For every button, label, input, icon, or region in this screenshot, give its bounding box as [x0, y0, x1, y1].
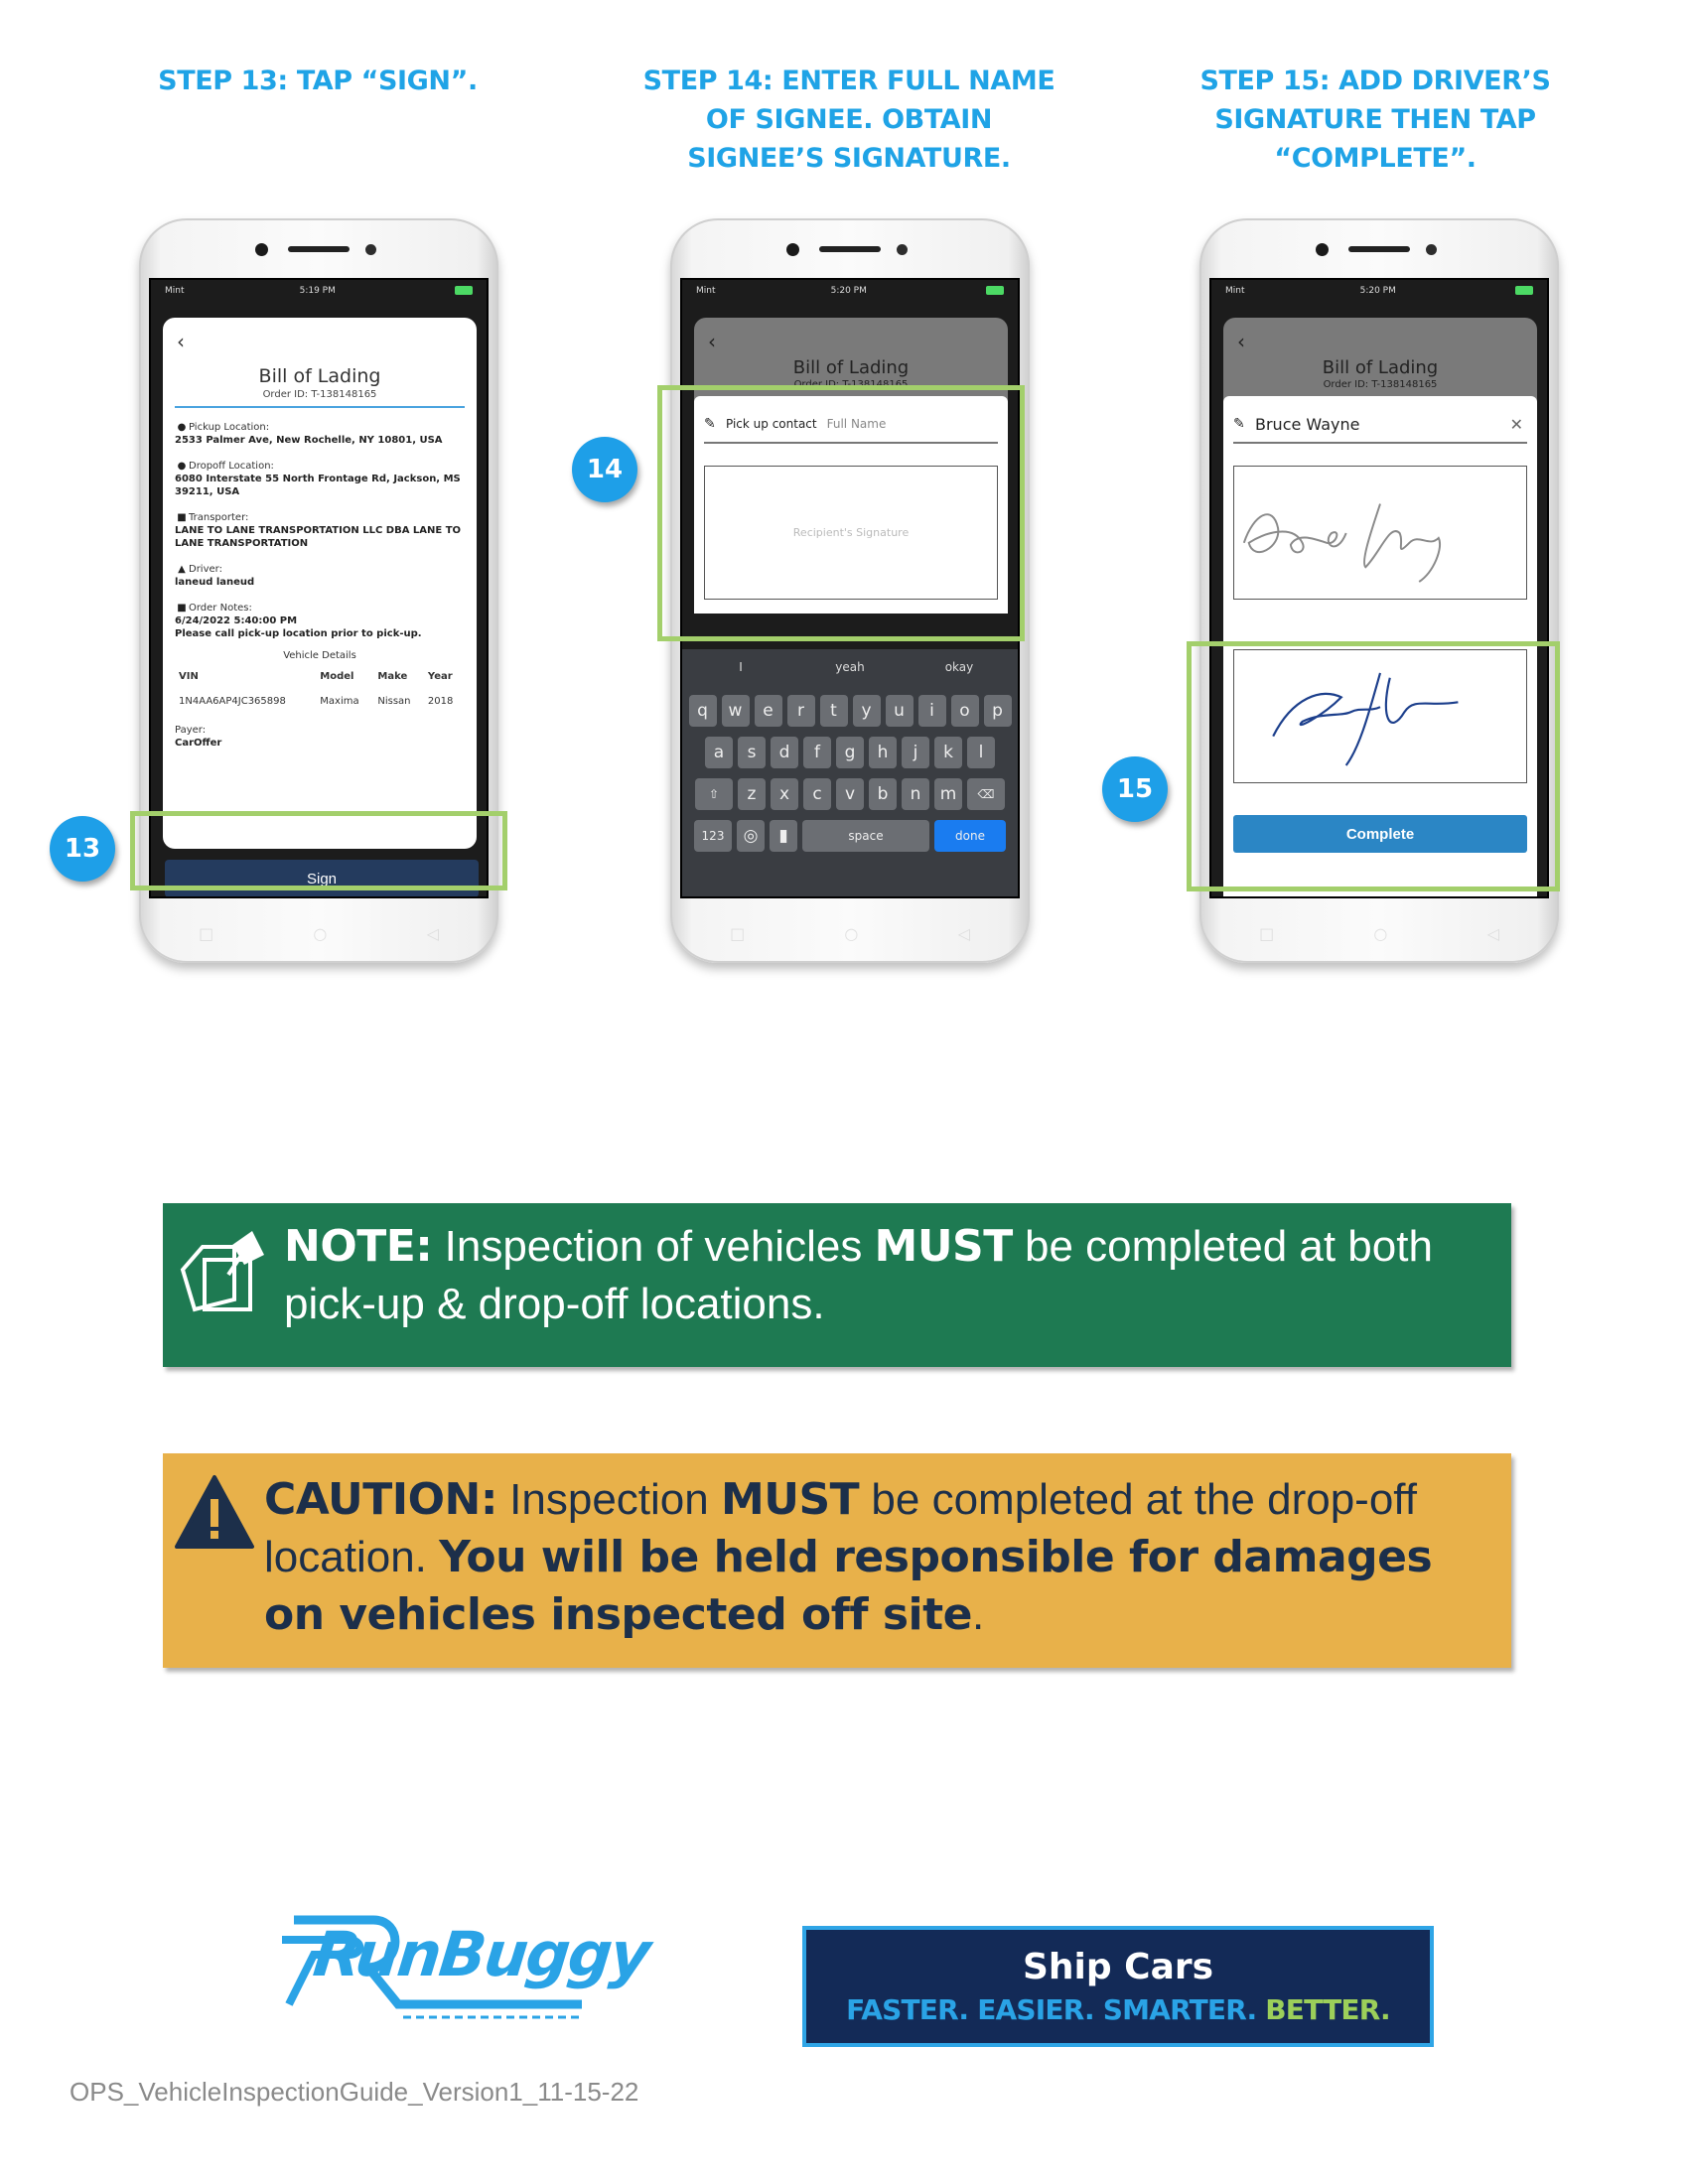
truck-icon: ■: [177, 512, 187, 523]
suggestion[interactable]: okay: [944, 660, 974, 674]
order-id: Order ID: T-138148165: [793, 379, 909, 390]
notes-value: Please call pick-up location prior to pick-up.: [175, 628, 422, 639]
suggestion[interactable]: yeah: [835, 660, 865, 674]
shift-key-icon[interactable]: ⇧: [695, 778, 733, 810]
step-14-heading: [621, 62, 1077, 178]
bol-title: Bill of Lading: [258, 365, 381, 387]
battery-icon: [451, 286, 473, 296]
back-arrow-icon[interactable]: ‹: [177, 330, 185, 353]
back-arrow-icon[interactable]: ‹: [1237, 330, 1245, 353]
person-icon: ▲: [178, 564, 186, 575]
backspace-key-icon[interactable]: ⌫: [967, 778, 1005, 810]
name-value: Bruce Wayne: [1255, 414, 1360, 434]
location-pin-icon: ●: [177, 422, 187, 433]
key[interactable]: g: [836, 737, 864, 768]
tagline-slogan: [846, 1993, 1390, 2026]
key[interactable]: o: [951, 695, 979, 727]
back-triangle-icon[interactable]: ◁: [426, 923, 439, 943]
key[interactable]: a: [705, 737, 733, 768]
android-nav-bar: [1209, 903, 1549, 963]
notes-date: 6/24/2022 5:40:00 PM: [175, 615, 298, 626]
key[interactable]: f: [803, 737, 831, 768]
suggestion[interactable]: I: [739, 660, 743, 674]
transporter-field: [175, 511, 465, 550]
sign-button[interactable]: Sign: [165, 860, 479, 897]
tagline-banner: [802, 1926, 1434, 2047]
step-14-line-2: OF SIGNEE. OBTAIN: [705, 104, 993, 135]
caution-bold-warning: You will be held responsible for damages on vehicles inspected off site: [264, 1532, 1433, 1640]
key[interactable]: j: [902, 737, 929, 768]
step-15-heading: [1167, 62, 1584, 178]
step-13-heading: [139, 62, 496, 100]
step-15-line-2: SIGNATURE THEN TAP: [1214, 104, 1536, 135]
table-header: Make: [377, 671, 408, 682]
key[interactable]: u: [886, 695, 914, 727]
clear-icon[interactable]: ✕: [1509, 414, 1523, 434]
driver-value: laneud laneud: [175, 577, 255, 588]
vehicle-table: [175, 667, 465, 711]
on-screen-keyboard: [682, 649, 1018, 898]
keyboard-row-3: [686, 778, 1014, 810]
key[interactable]: v: [836, 778, 864, 810]
numbers-key[interactable]: 123: [694, 820, 732, 852]
bol-title: Bill of Lading: [792, 357, 910, 378]
home-icon[interactable]: ○: [1373, 923, 1388, 943]
full-name-field[interactable]: [1233, 406, 1527, 444]
note-text-2: be completed at both pick-up & drop-off locations.: [284, 1222, 1433, 1328]
transporter-value: LANE TO LANE TRANSPORTATION LLC DBA LANE TO LANE TRANSPORTATION: [175, 525, 462, 549]
android-nav-bar: [149, 903, 489, 963]
back-arrow-icon[interactable]: ‹: [708, 330, 716, 353]
highlight-driver-signature: [1187, 641, 1560, 891]
key[interactable]: m: [934, 778, 962, 810]
phone-camera: [786, 243, 799, 256]
payer-label: Payer:: [175, 725, 207, 736]
order-id: Order ID: T-138148165: [175, 389, 465, 408]
space-key[interactable]: space: [802, 820, 929, 852]
phone-screen: [149, 278, 489, 898]
phone-sensor: [897, 244, 908, 255]
pickup-label: Pickup Location:: [189, 422, 270, 433]
phone-speaker: [1348, 246, 1410, 252]
table-row: [175, 692, 465, 711]
tagline-slogan-blue: FASTER. EASIER. SMARTER.: [846, 1993, 1266, 2026]
key[interactable]: b: [869, 778, 897, 810]
status-carrier: Mint: [696, 286, 716, 296]
bol-title: Bill of Lading: [1322, 357, 1439, 378]
table-cell: Nissan: [377, 696, 411, 707]
pickup-field: [175, 421, 465, 447]
highlight-name-and-signature: [657, 385, 1025, 641]
pencil-icon: ✎: [1233, 416, 1245, 432]
payer-field: [175, 724, 465, 750]
key[interactable]: z: [738, 778, 766, 810]
battery-icon: [982, 286, 1004, 296]
home-icon[interactable]: ○: [844, 923, 859, 943]
table-header: VIN: [179, 671, 199, 682]
status-time: 5:20 PM: [1359, 286, 1396, 296]
phone-sensor: [1426, 244, 1437, 255]
key[interactable]: s: [738, 737, 766, 768]
key[interactable]: n: [902, 778, 929, 810]
payer-value: CarOffer: [175, 738, 222, 749]
key[interactable]: h: [869, 737, 897, 768]
key[interactable]: c: [803, 778, 831, 810]
vehicle-details-title: Vehicle Details: [283, 650, 356, 661]
status-carrier: Mint: [1225, 286, 1245, 296]
notes-field: [175, 602, 465, 640]
key[interactable]: t: [820, 695, 848, 727]
recent-apps-icon[interactable]: □: [730, 923, 746, 943]
recent-apps-icon[interactable]: □: [1259, 923, 1275, 943]
location-pin-icon: ●: [177, 461, 187, 472]
document-id: OPS_VehicleInspectionGuide_Version1_11-15-22: [70, 2077, 639, 2107]
note-label: NOTE:: [284, 1221, 433, 1272]
key[interactable]: q: [689, 695, 717, 727]
key[interactable]: w: [722, 695, 750, 727]
highlight-sign-button: [130, 811, 507, 890]
logo-text: RunBuggy: [310, 1918, 653, 1990]
status-bar: [151, 280, 487, 302]
document-icon: ■: [177, 603, 187, 614]
pinned-notes-icon: [173, 1225, 272, 1324]
warning-triangle-icon: [173, 1473, 256, 1551]
android-nav-bar: [680, 903, 1020, 963]
globe-key-icon[interactable]: ◎: [737, 820, 765, 852]
dropoff-field: [175, 460, 465, 498]
transporter-label: Transporter:: [189, 512, 249, 523]
microphone-key-icon[interactable]: ▮: [770, 820, 797, 852]
table-header: Model: [320, 671, 354, 682]
phone-speaker: [819, 246, 881, 252]
battery-icon: [1511, 286, 1533, 296]
caution-label: CAUTION:: [264, 1474, 497, 1525]
driver-label: Driver:: [189, 564, 222, 575]
back-triangle-icon[interactable]: ◁: [1486, 923, 1499, 943]
phone-camera: [255, 243, 268, 256]
note-must: MUST: [874, 1221, 1013, 1272]
signature-placeholder: Recipient's Signature: [792, 526, 910, 539]
table-cell: 2018: [427, 696, 454, 707]
table-header: Year: [427, 671, 453, 682]
caution-period: .: [972, 1590, 985, 1639]
bill-of-lading-card: [163, 318, 477, 849]
driver-field: [175, 563, 465, 589]
pickup-value: 2533 Palmer Ave, New Rochelle, NY 10801, USA: [175, 435, 443, 446]
keyboard-row-1: [686, 695, 1014, 727]
runbuggy-logo: [254, 1910, 653, 2039]
phone-speaker: [288, 246, 350, 252]
note-text-1: Inspection of vehicles: [432, 1222, 875, 1271]
pencil-icon: ✎: [704, 416, 716, 432]
tagline-slogan-green: BETTER.: [1265, 1993, 1390, 2026]
name-label: Pick up contact: [726, 417, 817, 431]
step-13-text: STEP 13: TAP “SIGN”.: [158, 66, 478, 96]
key[interactable]: x: [771, 778, 798, 810]
table-header-row: [175, 667, 465, 692]
tagline-title: Ship Cars: [1022, 1947, 1214, 1987]
badge-15: 15: [1102, 756, 1168, 822]
home-icon[interactable]: ○: [313, 923, 328, 943]
table-cell: 1N4AA6AP4JC365898: [179, 696, 286, 707]
notes-label: Order Notes:: [189, 603, 252, 614]
status-time: 5:19 PM: [299, 286, 336, 296]
done-key[interactable]: done: [934, 820, 1006, 852]
status-bar: [682, 280, 1018, 302]
key[interactable]: k: [934, 737, 962, 768]
step-15-line-3: “COMPLETE”.: [1274, 143, 1477, 174]
key[interactable]: r: [787, 695, 815, 727]
keyboard-suggestions: [686, 649, 1014, 685]
status-time: 5:20 PM: [830, 286, 867, 296]
caution-callout: [163, 1453, 1511, 1668]
key[interactable]: y: [853, 695, 881, 727]
recipient-signature-drawing: [1234, 474, 1526, 593]
step-14-line-3: SIGNEE’S SIGNATURE.: [687, 143, 1011, 174]
step-14-line-1: STEP 14: ENTER FULL NAME: [642, 66, 1055, 96]
phone-camera: [1316, 243, 1329, 256]
name-placeholder: Full Name: [826, 417, 887, 431]
order-id: Order ID: T-138148165: [1323, 379, 1438, 390]
dropoff-label: Dropoff Location:: [189, 461, 274, 472]
status-bar: [1211, 280, 1547, 302]
note-callout: [163, 1203, 1511, 1367]
key[interactable]: p: [984, 695, 1012, 727]
badge-14: 14: [572, 437, 637, 502]
step-15-line-1: STEP 15: ADD DRIVER’S: [1199, 66, 1551, 96]
back-triangle-icon[interactable]: ◁: [957, 923, 970, 943]
badge-13: 13: [50, 816, 115, 882]
phone-sensor: [365, 244, 376, 255]
dropoff-value: 6080 Interstate 55 North Frontage Rd, Jackson, MS 39211, USA: [175, 474, 461, 497]
status-carrier: Mint: [165, 286, 185, 296]
keyboard-row-4: [686, 820, 1014, 852]
key[interactable]: i: [918, 695, 946, 727]
complete-button[interactable]: Complete: [1233, 815, 1527, 853]
recipient-signature-pad[interactable]: [1233, 466, 1527, 600]
key[interactable]: d: [771, 737, 798, 768]
key[interactable]: l: [967, 737, 995, 768]
caution-text-1: Inspection: [496, 1475, 721, 1524]
caution-text-2: be completed at the drop-off location.: [264, 1475, 1417, 1581]
recent-apps-icon[interactable]: □: [199, 923, 214, 943]
keyboard-row-2: [686, 737, 1014, 768]
caution-must: MUST: [720, 1474, 860, 1525]
key[interactable]: e: [755, 695, 782, 727]
table-cell: Maxima: [320, 696, 359, 707]
